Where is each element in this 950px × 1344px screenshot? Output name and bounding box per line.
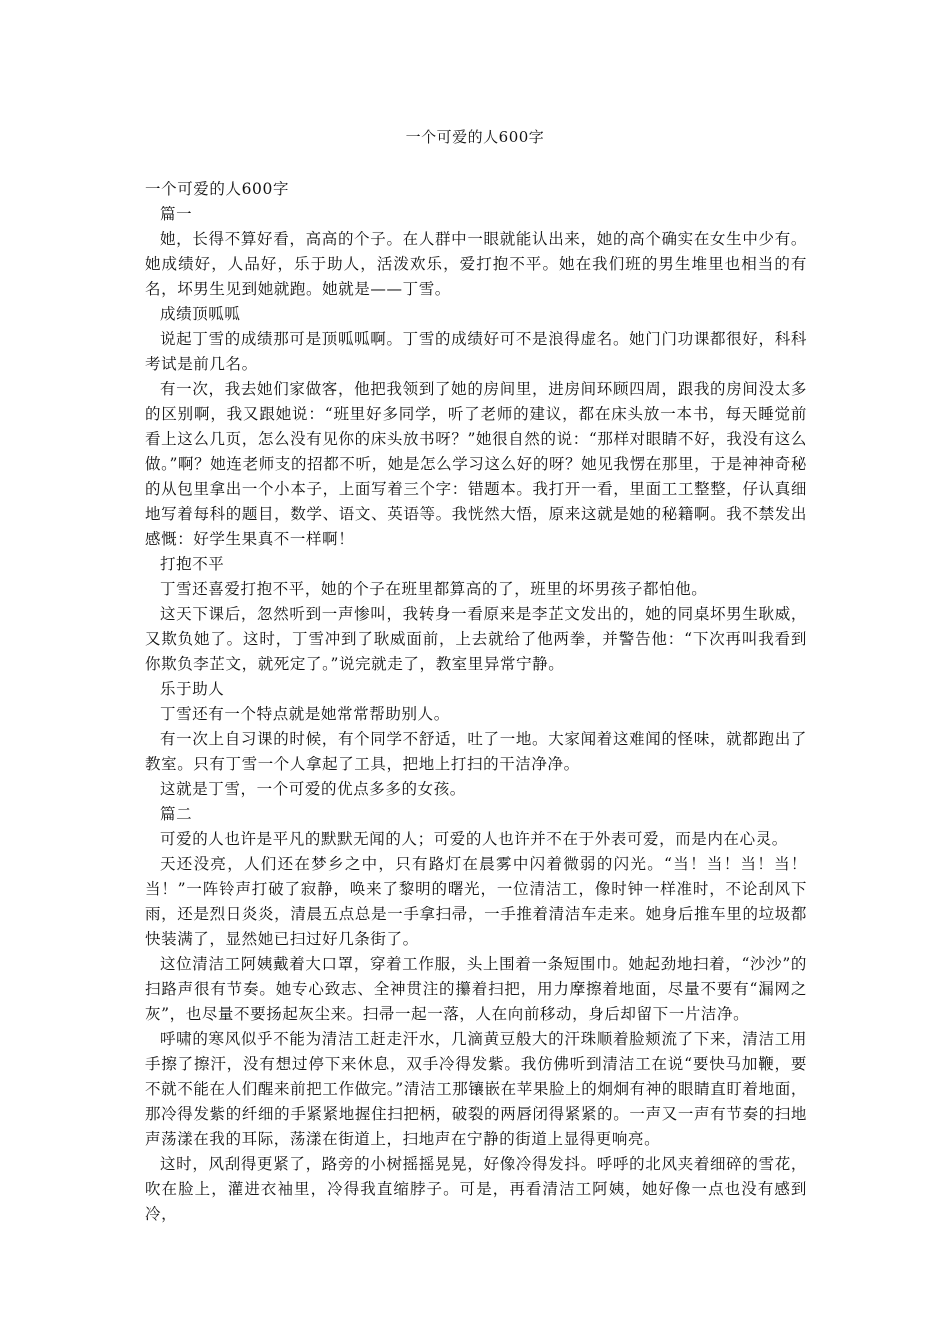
section-heading-part-one: 篇一 [160, 205, 193, 223]
paragraph: 这时，风刮得更紧了，路旁的小树摇摇晃晃，好像冷得发抖。呼呼的北风夹着细碎的雪花，吹在脸上，灌进衣袖里，冷得我直缩脖子。可是，再看清洁工阿姨，她好像一点也没有感到冷， [145, 1155, 807, 1223]
document-subtitle: 一个可爱的人600字 [145, 180, 290, 198]
paragraph: 这就是丁雪，一个可爱的优点多多的女孩。 [160, 780, 466, 798]
paragraph: 有一次上自习课的时候，有个同学不舒适，吐了一地。大家闻着这难闻的怪味，就都跑出了教室。只有丁雪一个人拿起了工具，把地上打扫的干洁净净。 [145, 730, 807, 773]
paragraph: 这天下课后，忽然听到一声惨叫，我转身一看原来是李芷文发出的，她的同桌坏男生耿威，又欺负她了。这时，丁雪冲到了耿威面前，上去就给了他两拳，并警告他：“下次再叫我看到你欺负李芷文，就死定了。”说完就走了，教室里异常宁静。 [145, 605, 807, 673]
paragraph: 她，长得不算好看，高高的个子。在人群中一眼就能认出来，她的高个确实在女生中少有。她成绩好，人品好，乐于助人，活泼欢乐，爱打抱不平。她在我们班的男生堆里也相当的有名，坏男生见到她就跑。她就是——丁雪。 [145, 230, 807, 298]
section-heading: 打抱不平 [160, 555, 225, 573]
paragraph: 天还没亮，人们还在梦乡之中，只有路灯在晨雾中闪着微弱的闪光。“当！当！当！当！当！”一阵铃声打破了寂静，唤来了黎明的曙光，一位清洁工，像时钟一样准时，不论刮风下雨，还是烈日炎炎，清晨五点总是一手拿扫帚，一手推着清洁车走来。她身后推车里的垃圾都快装满了，显然她已扫过好几条街了。 [145, 855, 807, 948]
document-title: 一个可爱的人600字 [405, 128, 545, 146]
paragraph: 呼啸的寒风似乎不能为清洁工赶走汗水，几滴黄豆般大的汗珠顺着脸颊流了下来，清洁工用手擦了擦汗，没有想过停下来休息，双手冷得发紫。我仿佛听到清洁工在说“要快马加鞭，要不就不能在人们醒来前把工作做完。”清洁工那镶嵌在苹果脸上的炯炯有神的眼睛直盯着地面，那冷得发紫的纤细的手紧紧地握住扫把柄，破裂的两唇闭得紧紧的。一声又一声有节奏的扫地声荡漾在我的耳际，荡漾在街道上，扫地声在宁静的街道上显得更响亮。 [145, 1030, 807, 1148]
section-heading: 乐于助人 [160, 680, 225, 698]
paragraph: 说起丁雪的成绩那可是顶呱呱啊。丁雪的成绩好可不是浪得虚名。她门门功课都很好，科科考试是前几名。 [145, 330, 807, 373]
paragraph: 有一次，我去她们家做客，他把我领到了她的房间里，进房间环顾四周，跟我的房间没太多的区别啊，我又跟她说：“班里好多同学，听了老师的建议，都在床头放一本书，每天睡觉前看上这么几页，怎么没有见你的床头放书呀？”她很自然的说：“那样对眼睛不好，我没有这么做。”啊？她连老师支的招都不听，她是怎么学习这么好的呀？她见我愣在那里，于是神神奇秘的从包里拿出一个小本子，上面写着三个字：错题本。我打开一看，里面工工整整，仔认真细地写着每科的题目，数学、语文、英语等。我恍然大悟，原来这就是她的秘籍啊。我不禁发出感慨：好学生果真不一样啊！ [145, 380, 807, 548]
section-heading-part-two: 篇二 [160, 805, 193, 823]
paragraph: 丁雪还有一个特点就是她常常帮助别人。 [160, 705, 450, 723]
paragraph: 可爱的人也许是平凡的默默无闻的人；可爱的人也许并不在于外表可爱，而是内在心灵。 [160, 830, 788, 848]
section-heading: 成绩顶呱呱 [160, 305, 241, 323]
paragraph: 丁雪还喜爱打抱不平，她的个子在班里都算高的了，班里的坏男孩子都怕他。 [160, 580, 708, 598]
document-body [145, 177, 807, 1227]
paragraph: 这位清洁工阿姨戴着大口罩，穿着工作服，头上围着一条短围巾。她起劲地扫着，“沙沙”的扫路声很有节奏。她专心致志、全神贯注的攥着扫把，用力摩擦着地面，尽量不要有“漏网之灰”，也尽量不要扬起灰尘来。扫帚一起一落，人在向前移动，身后却留下一片洁净。 [145, 955, 807, 1023]
